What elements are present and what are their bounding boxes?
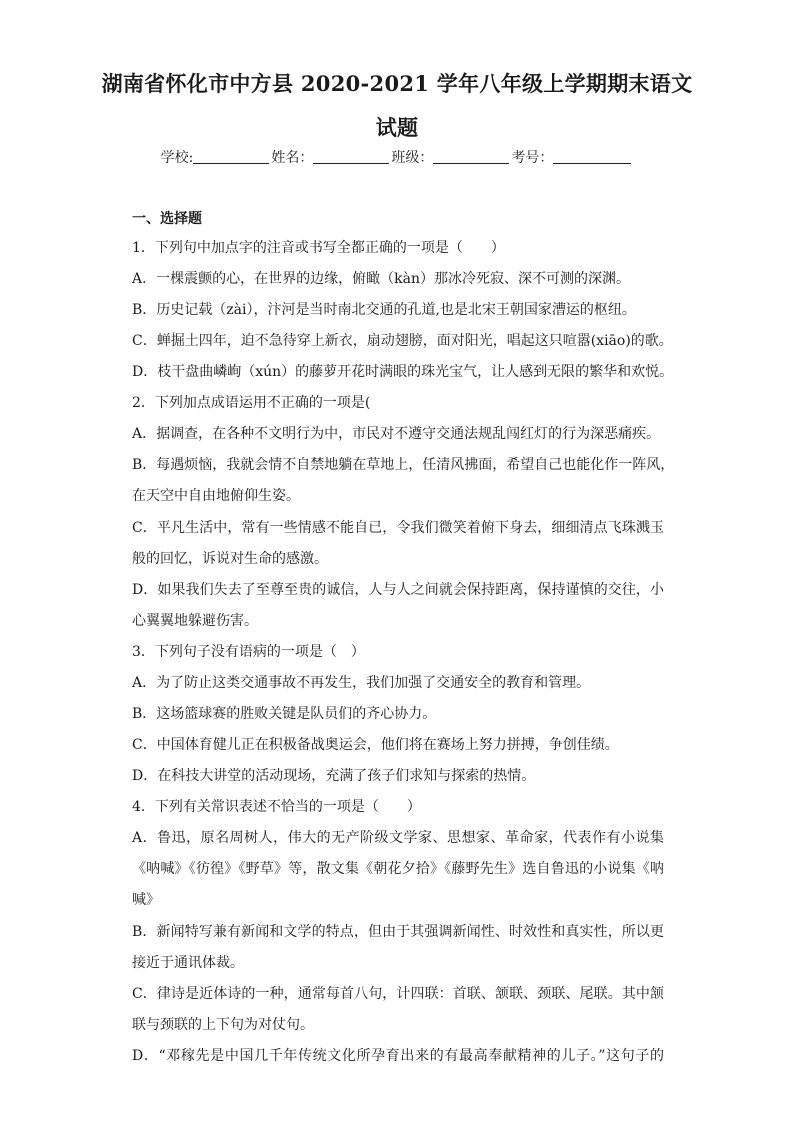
option-line: B．新闻特写兼有新闻和文学的特点，但由于其强调新闻性、时效性和真实性，所以更	[132, 924, 664, 940]
option-line: A．据调查，在各种不文明行为中，市民对不遵守交通法规乱闯红灯的行为深恶痛疾。	[132, 426, 661, 442]
exam-number-blank[interactable]	[553, 149, 631, 164]
option-line: C．中国体育健儿正在积极备战奥运会，他们将在赛场上努力拼搏，争创佳绩。	[132, 737, 619, 753]
question-line: 1．下列句中加点字的注音或书写全都正确的一项是（ ）	[132, 240, 505, 256]
document-title-line1: 湖南省怀化市中方县 2020-2021 学年八年级上学期期末语文	[101, 71, 693, 96]
option-line: A．鲁迅，原名周树人，伟大的无产阶级文学家、思想家、革命家，代表作有小说集	[132, 830, 664, 846]
option-line-cont: 接近于通讯体裁。	[132, 955, 244, 971]
question-line: 4．下列有关常识表述不恰当的一项是（ ）	[132, 799, 421, 815]
option-line-cont: 联与颈联的上下句为对仗句。	[132, 1017, 314, 1033]
name-blank[interactable]	[313, 149, 389, 164]
document-title-line2: 试题	[375, 115, 419, 140]
option-line: C．律诗是近体诗的一种，通常每首八句，计四联：首联、颔联、颈联、尾联。其中颔	[132, 986, 664, 1002]
school-blank[interactable]	[193, 149, 269, 164]
option-line-cont: 《呐喊》《彷徨》《野草》等，散文集《朝花夕拾》《藤野先生》选自鲁迅的小说集《呐	[132, 861, 664, 877]
name-label: 姓名：	[271, 150, 314, 166]
option-line-cont: 在天空中自由地俯仰生姿。	[132, 488, 300, 504]
option-line-cont: 般的回忆，诉说对生命的感激。	[132, 551, 328, 567]
option-line-cont: 心翼翼地躲避伤害。	[132, 613, 258, 629]
option-line: B．历史记载（zài），汴河是当时南北交通的孔道,也是北宋王朝国家漕运的枢纽。	[132, 302, 636, 318]
class-label: 班级：	[391, 150, 434, 166]
option-line: C．平凡生活中，常有一些情感不能自已，令我们微笑着俯下身去，细细清点飞珠溅玉	[132, 520, 664, 536]
option-line: D．在科技大讲堂的活动现场，充满了孩子们求知与探索的热情。	[132, 768, 536, 784]
option-line: D．“邓稼先是中国几千年传统文化所孕育出来的有最高奉献精神的儿子。”这句子的	[132, 1048, 664, 1064]
option-line: A．为了防止这类交通事故不再发生，我们加强了交通安全的教育和管理。	[132, 675, 591, 691]
question-line: 3．下列句子没有语病的一项是（ ）	[132, 644, 365, 660]
option-line: C．蝉掘土四年，迫不急待穿上新衣，扇动翅膀，面对阳光，唱起这只喧嚣(xiāo)的歌。	[132, 333, 673, 349]
option-line: A．一棵震颤的心，在世界的边缘，俯瞰（kàn）那冰冷死寂、深不可测的深渊。	[132, 271, 630, 287]
option-line: D．如果我们失去了至尊至贵的诚信，人与人之间就会保持距离，保持谨慎的交往，小	[132, 582, 664, 598]
section-heading: 一、选择题	[132, 211, 202, 227]
option-line: B．这场篮球赛的胜败关键是队员们的齐心协力。	[132, 706, 437, 722]
school-label: 学校:	[160, 150, 194, 166]
option-line: D．枝干盘曲嶙峋（xún）的藤萝开花时满眼的珠光宝气，让人感到无限的繁华和欢悦。	[132, 364, 674, 380]
class-blank[interactable]	[433, 149, 509, 164]
exam-number-label: 考号：	[511, 150, 554, 166]
option-line-cont: 喊》	[132, 892, 160, 908]
option-line: B．每遇烦恼，我就会情不自禁地躺在草地上，任清风拂面，希望自己也能化作一阵风，	[132, 457, 675, 473]
question-line: 2．下列加点成语运用不正确的一项是(	[132, 395, 371, 411]
student-info-row	[0, 147, 794, 167]
